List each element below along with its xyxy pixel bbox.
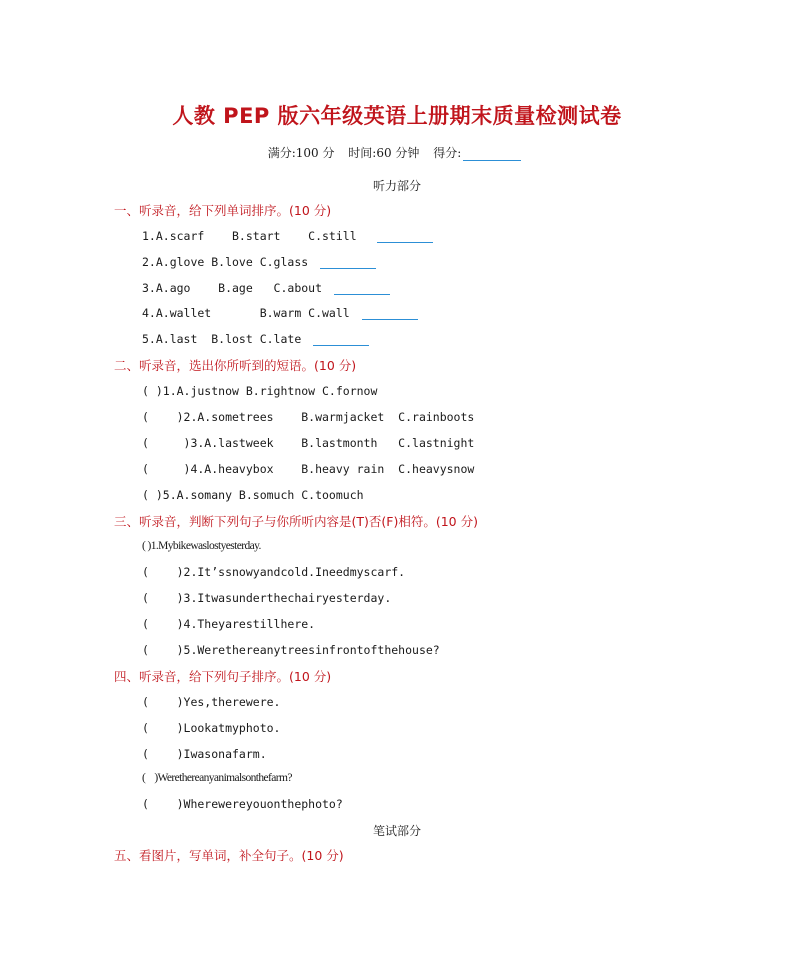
s2-item-4: ( )4.A.heavybox B.heavy rain C.heavysnow (142, 462, 475, 476)
section-3-heading: 三、听录音，判断下列句子与你所听内容是(T)否(F)相符。(10 分) (114, 514, 478, 529)
section-1-heading: 一、听录音，给下列单词排序。(10 分) (114, 203, 332, 218)
s4-item-3: ( )Iwasonafarm. (142, 747, 267, 761)
exam-meta (0, 144, 794, 161)
answer-blank[interactable] (313, 334, 369, 346)
s4-item-5: ( )Wherewereyouonthephoto? (142, 797, 343, 811)
s3-item-1: ( )1.Mybikewaslostyesterday. (142, 540, 261, 552)
s3-item-4: ( )4.Theyarestillhere. (142, 617, 316, 631)
writing-part-heading: 笔试部分 (372, 824, 421, 838)
score-blank[interactable] (463, 148, 521, 161)
s1-item-text: 2.A.glove B.love C.glass (142, 255, 309, 269)
answer-blank[interactable] (377, 231, 433, 243)
s1-item-text: 1.A.scarf B.start C.still (142, 229, 357, 243)
exam-time: 时间:60 分钟 (348, 146, 420, 160)
s4-item-4: ( )Werethereanyanimalsonthefarm? (142, 772, 292, 784)
section-2-heading: 二、听录音，选出你所听到的短语。(10 分) (114, 358, 357, 373)
section-5-heading: 五、看图片，写单词，补全句子。(10 分) (114, 848, 344, 863)
s3-item-2: ( )2.It’ssnowyandcold.Ineedmyscarf. (142, 565, 406, 579)
s1-item-5 (142, 332, 369, 346)
answer-blank[interactable] (320, 257, 376, 269)
score-label: 得分: (433, 146, 462, 160)
answer-blank[interactable] (334, 283, 390, 295)
score-field (433, 146, 526, 160)
s4-item-2: ( )Lookatmyphoto. (142, 721, 281, 735)
s1-item-3 (142, 281, 390, 295)
listening-part-heading: 听力部分 (372, 179, 421, 193)
s1-item-text: 5.A.last B.lost C.late (142, 332, 302, 346)
s1-item-text: 3.A.ago B.age C.about (142, 281, 323, 295)
section-4-heading: 四、听录音，给下列句子排序。(10 分) (114, 669, 332, 684)
s2-item-3: ( )3.A.lastweek B.lastmonth C.lastnight (142, 436, 475, 450)
s4-item-1: ( )Yes,therewere. (142, 695, 281, 709)
answer-blank[interactable] (362, 308, 418, 320)
s2-item-1: ( )1.A.justnow B.rightnow C.fornow (142, 384, 378, 398)
s2-item-5: ( )5.A.somany B.somuch C.toomuch (142, 488, 364, 502)
s1-item-1 (142, 229, 433, 243)
s2-item-2: ( )2.A.sometrees B.warmjacket C.rainboots (142, 410, 475, 424)
s3-item-5: ( )5.Werethereanytreesinfrontofthehouse? (142, 643, 440, 657)
s1-item-text: 4.A.wallet B.warm C.wall (142, 306, 350, 320)
s3-item-3: ( )3.Itwasunderthechairyesterday. (142, 591, 392, 605)
s1-item-2 (142, 255, 376, 269)
exam-title: 人教 PEP 版六年级英语上册期末质量检测试卷 (172, 104, 622, 128)
s1-item-4 (142, 306, 418, 320)
full-marks: 满分:100 分 (267, 146, 335, 160)
